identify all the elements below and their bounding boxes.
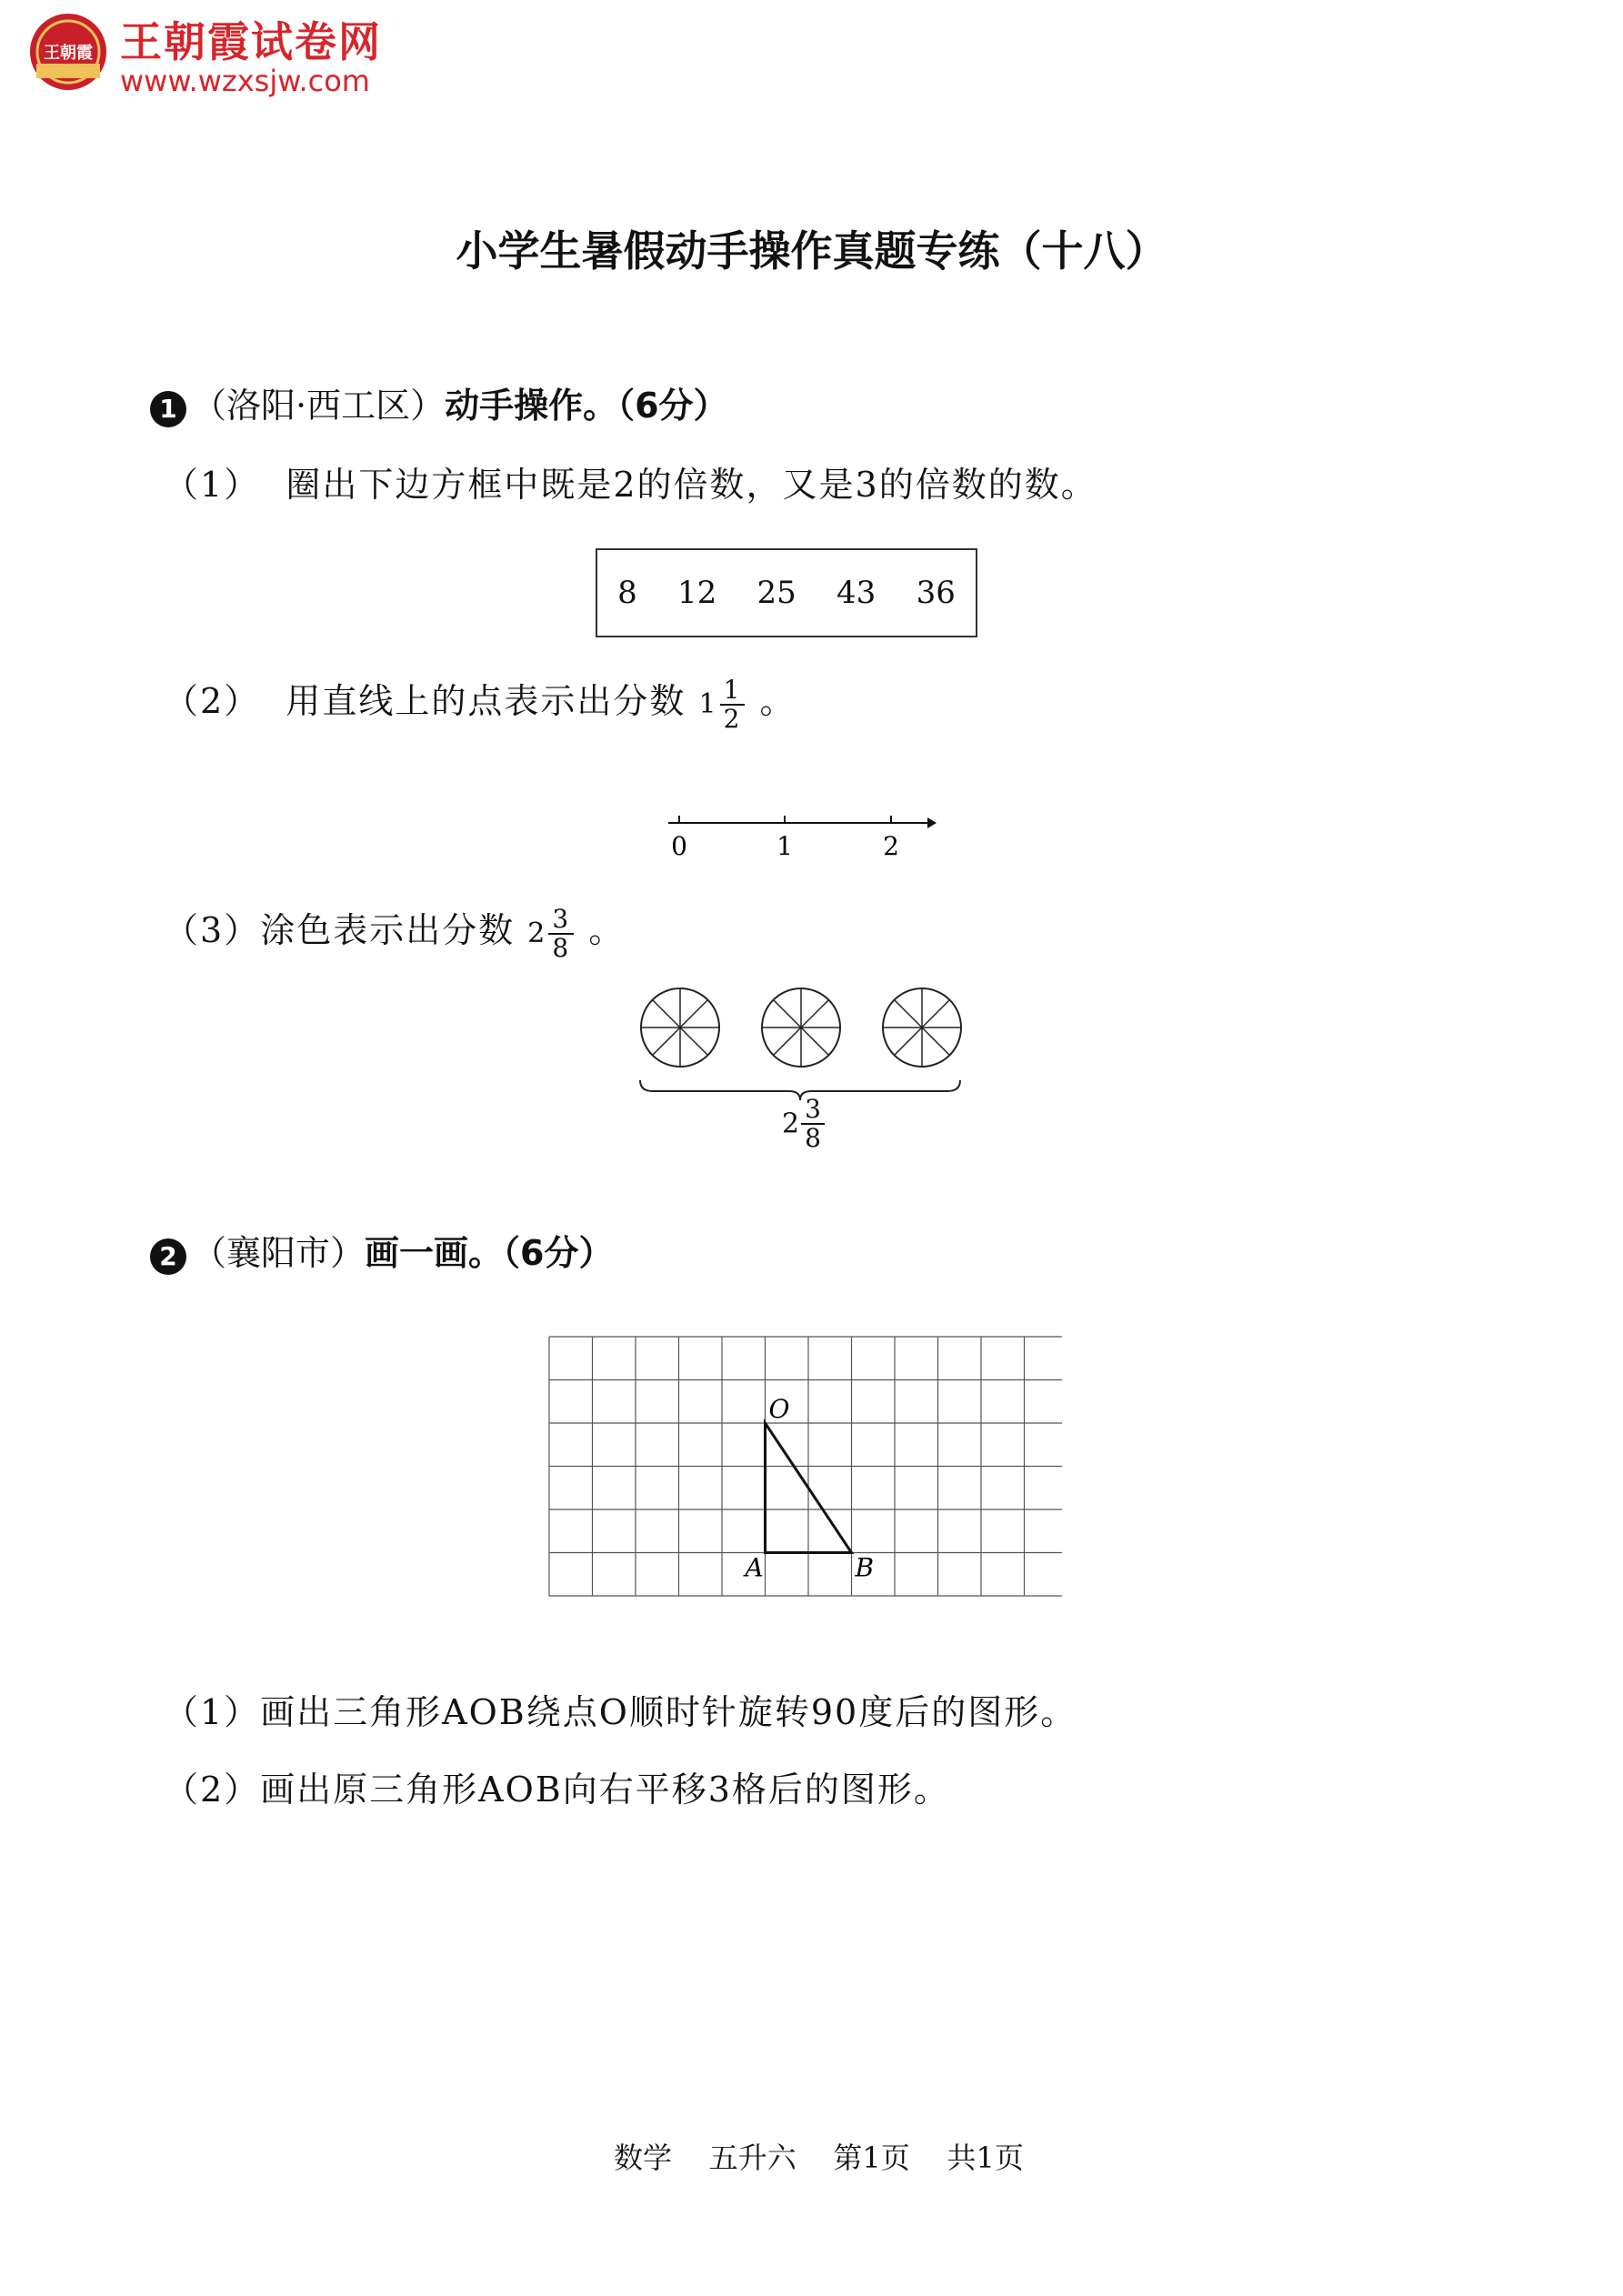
q1-part3-label: （3） <box>164 910 261 950</box>
fraction-numerator: 1 <box>720 677 746 706</box>
logo-name: 王朝霞试卷网 <box>120 17 382 66</box>
seal-text: 王朝霞 <box>44 44 93 63</box>
brace-fraction <box>782 1096 827 1152</box>
footer-page: 第1页 <box>833 2141 910 2175</box>
q2-part1: （1）画出三角形AOB绕点O顺时针旋转90度后的图形。 <box>164 1692 1077 1732</box>
point-b-label: B <box>855 1552 875 1583</box>
q1-instruction: 动手操作。（6分） <box>445 386 728 426</box>
number-box <box>596 548 977 637</box>
fraction <box>548 903 574 963</box>
q1-part2-label: （2） <box>164 681 261 721</box>
fraction-denominator: 8 <box>552 932 571 963</box>
fraction-denominator: 2 <box>723 703 742 734</box>
q1-part3-text: 涂色表示出分数 <box>260 910 516 950</box>
sector-line <box>653 1028 680 1055</box>
number-item[interactable]: 12 <box>677 575 717 611</box>
q2-instruction: 画一画。（6分） <box>365 1233 614 1273</box>
q1-part2-end: 。 <box>759 681 796 721</box>
fraction-numerator: 3 <box>548 906 574 935</box>
number-item[interactable]: 43 <box>837 575 877 611</box>
sector-line <box>922 1028 949 1055</box>
number-item[interactable]: 8 <box>617 575 637 611</box>
sector-line <box>801 1000 828 1028</box>
number-item[interactable]: 36 <box>916 575 956 611</box>
sector-line <box>895 1028 922 1055</box>
q2-heading <box>150 1225 613 1275</box>
footer-subject: 数学 <box>614 2141 673 2175</box>
sector-line <box>680 1028 707 1055</box>
sector-line <box>895 1000 922 1028</box>
drawing-grid[interactable] <box>544 1329 1062 1602</box>
fraction-whole: 2 <box>527 917 547 949</box>
logo-url[interactable]: www.wzxsjw.com <box>120 64 370 98</box>
q1-part1-text: 圈出下边方框中既是2的倍数，又是3的倍数的数。 <box>286 465 1097 505</box>
q1-part3-end: 。 <box>588 910 626 950</box>
sector-line <box>801 1028 828 1055</box>
q2-source: （襄阳市） <box>192 1233 366 1273</box>
q2-number: 2 <box>150 1238 186 1275</box>
sector-line <box>774 1000 801 1028</box>
fraction-numerator: 3 <box>801 1096 825 1125</box>
q1-number: 1 <box>150 391 186 427</box>
number-line-label: 1 <box>776 831 793 861</box>
number-line[interactable] <box>664 805 937 868</box>
page-title: 小学生暑假动手操作真题专练（十八） <box>456 226 1167 276</box>
fraction-circle[interactable] <box>641 988 719 1067</box>
sector-line <box>774 1028 801 1055</box>
fraction-circle[interactable] <box>883 988 961 1067</box>
q1-part2-text: 用直线上的点表示出分数 <box>286 681 686 721</box>
fraction-circle[interactable] <box>762 988 840 1067</box>
fraction-denominator: 8 <box>805 1123 821 1153</box>
logo-seal-icon <box>27 11 109 93</box>
logo <box>27 11 109 93</box>
q1-source: （洛阳·西工区） <box>192 386 446 426</box>
q1-part1-label: （1） <box>164 465 261 505</box>
q1-heading <box>150 377 728 427</box>
fraction <box>720 674 746 734</box>
footer-total: 共1页 <box>947 2141 1024 2175</box>
footer <box>614 2135 1024 2177</box>
q1-part3 <box>164 902 625 962</box>
number-line-label: 0 <box>671 831 687 861</box>
q1-part2 <box>164 673 796 733</box>
number-line-label: 2 <box>883 831 899 861</box>
sector-line <box>922 1000 949 1028</box>
sector-line <box>653 1000 680 1028</box>
q2-part2: （2）画出原三角形AOB向右平移3格后的图形。 <box>164 1770 950 1810</box>
fraction-whole: 2 <box>782 1108 800 1140</box>
q1-part1 <box>164 456 1097 506</box>
point-o-label: O <box>768 1394 790 1424</box>
fraction <box>801 1096 825 1152</box>
footer-grade: 五升六 <box>708 2141 796 2175</box>
sector-line <box>680 1000 707 1028</box>
fraction-whole: 1 <box>698 688 718 720</box>
number-item[interactable]: 25 <box>756 575 796 611</box>
point-a-label: A <box>745 1552 764 1583</box>
